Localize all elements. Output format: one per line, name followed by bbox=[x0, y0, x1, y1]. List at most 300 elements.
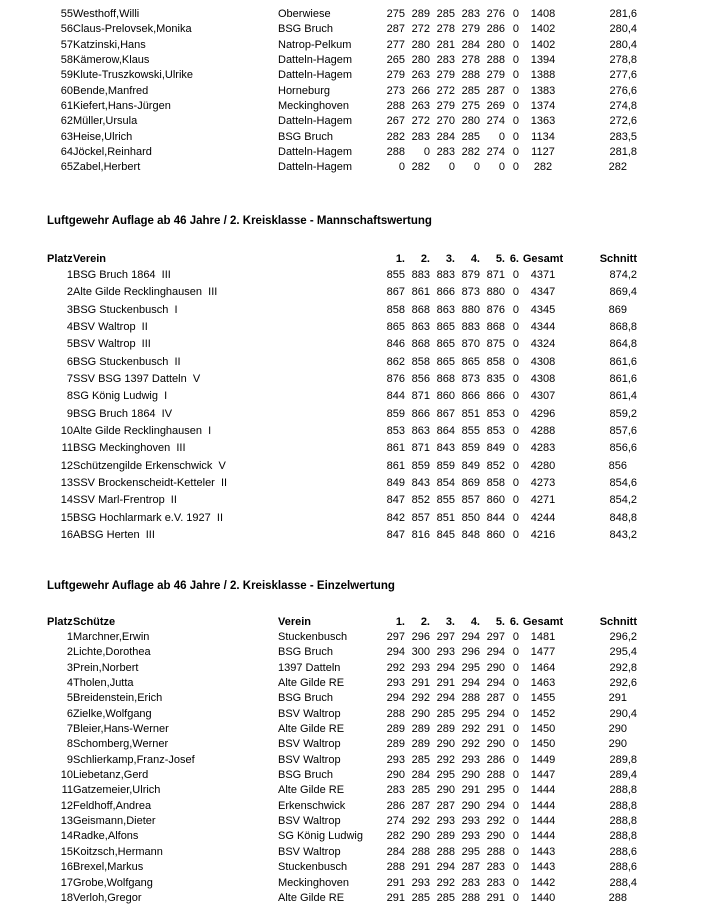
cell-s: 288 bbox=[386, 861, 405, 874]
cell-s: 287 bbox=[386, 23, 405, 36]
cell-s: 285 bbox=[461, 84, 480, 97]
cell-total: 4271 bbox=[530, 494, 556, 507]
cell-s: 0 bbox=[512, 891, 519, 904]
cell-name: Schützengilde Erkenschwick V bbox=[73, 459, 226, 472]
cell-avg: 272,6 bbox=[609, 115, 637, 128]
cell-s: 859 bbox=[436, 459, 455, 472]
cell-s: 288 bbox=[486, 845, 505, 858]
cell-name: BSG Bruch 1864 III bbox=[73, 269, 171, 281]
col-header-round-2: 2. bbox=[420, 616, 430, 628]
cell-total: 4288 bbox=[530, 425, 556, 438]
col-header-round-4: 4. bbox=[470, 616, 480, 628]
cell-avg: 288 bbox=[608, 891, 627, 904]
cell-s: 849 bbox=[486, 442, 505, 455]
cell-s: 288 bbox=[486, 769, 505, 782]
cell-s: 849 bbox=[461, 459, 480, 472]
cell-name: Lichte,Dorothea bbox=[73, 646, 151, 659]
cell-name: Kiefert,Hans-Jürgen bbox=[73, 100, 171, 113]
header-row bbox=[47, 252, 637, 267]
cell-s: 287 bbox=[486, 692, 505, 705]
cell-s: 282 bbox=[386, 830, 405, 843]
cell-total: 282 bbox=[533, 161, 553, 174]
cell-avg: 856,6 bbox=[609, 442, 637, 455]
cell-total: 4296 bbox=[530, 407, 556, 420]
cell-s: 295 bbox=[486, 784, 505, 797]
cell-s: 292 bbox=[461, 723, 480, 736]
cell-s: 845 bbox=[436, 529, 455, 542]
cell-avg: 869,4 bbox=[609, 286, 637, 299]
cell-s: 858 bbox=[486, 477, 505, 490]
table-row bbox=[47, 160, 637, 175]
individual-ranking-header bbox=[47, 615, 637, 630]
table-row bbox=[47, 645, 637, 660]
cell-s: 289 bbox=[436, 723, 455, 736]
cell-s: 288 bbox=[386, 100, 405, 113]
cell-s: 293 bbox=[436, 815, 455, 828]
individual-ranking-table bbox=[47, 615, 637, 906]
cell-name: Klute-Truszkowski,Ulrike bbox=[73, 69, 194, 82]
cell-s: 880 bbox=[461, 303, 480, 316]
cell-s: 852 bbox=[486, 459, 505, 472]
cell-avg: 854,6 bbox=[609, 477, 637, 490]
cell-s: 291 bbox=[411, 861, 430, 874]
cell-avg: 296,2 bbox=[609, 631, 637, 643]
cell-num: 1 bbox=[66, 631, 73, 643]
cell-club: Datteln-Hagem bbox=[278, 161, 352, 174]
cell-s: 0 bbox=[398, 161, 405, 174]
cell-s: 816 bbox=[411, 529, 430, 542]
cell-num: 11 bbox=[61, 442, 73, 455]
cell-s: 0 bbox=[512, 631, 519, 643]
cell-avg: 288,8 bbox=[609, 815, 637, 828]
cell-name: Bleier,Hans-Werner bbox=[73, 723, 169, 736]
table-row bbox=[47, 768, 637, 783]
cell-num: 14 bbox=[60, 830, 73, 843]
cell-s: 267 bbox=[386, 115, 405, 128]
cell-s: 853 bbox=[486, 425, 505, 438]
table-row bbox=[47, 707, 637, 722]
cell-avg: 277,6 bbox=[609, 69, 637, 82]
cell-total: 1383 bbox=[530, 84, 556, 97]
cell-s: 283 bbox=[436, 54, 455, 67]
cell-club: Stuckenbusch bbox=[278, 861, 348, 874]
cell-s: 296 bbox=[461, 646, 480, 659]
cell-club: BSG Bruch bbox=[278, 692, 334, 705]
table-row bbox=[47, 284, 637, 301]
col-header-round-1: 1. bbox=[395, 616, 405, 628]
cell-s: 275 bbox=[386, 8, 405, 20]
cell-s: 287 bbox=[461, 861, 480, 874]
cell-num: 5 bbox=[66, 338, 73, 351]
cell-s: 0 bbox=[512, 876, 519, 889]
cell-s: 0 bbox=[512, 355, 519, 368]
cell-name: Schlierkamp,Franz-Josef bbox=[73, 753, 195, 766]
cell-num: 65 bbox=[60, 161, 73, 174]
individual-ranking-title: Luftgewehr Auflage ab 46 Jahre / 2. Kreisklasse - Einzelwertung bbox=[47, 580, 395, 592]
cell-s: 282 bbox=[461, 146, 480, 159]
cell-s: 858 bbox=[411, 355, 430, 368]
cell-s: 288 bbox=[461, 692, 480, 705]
cell-s: 283 bbox=[486, 876, 505, 889]
cell-total: 4273 bbox=[530, 477, 556, 490]
cell-num: 6 bbox=[66, 355, 73, 368]
cell-s: 289 bbox=[411, 738, 430, 751]
cell-avg: 288,8 bbox=[609, 784, 637, 797]
cell-avg: 280,4 bbox=[609, 38, 637, 51]
table-row bbox=[47, 7, 637, 22]
table-row bbox=[47, 630, 637, 645]
cell-s: 844 bbox=[386, 390, 405, 403]
cell-name: Grobe,Wolfgang bbox=[73, 876, 153, 889]
cell-s: 296 bbox=[411, 631, 430, 643]
col-header-round-3: 3. bbox=[445, 616, 455, 628]
cell-club: BSV Waltrop bbox=[278, 845, 341, 858]
cell-s: 0 bbox=[512, 830, 519, 843]
cell-avg: 282 bbox=[608, 161, 627, 174]
cell-s: 288 bbox=[411, 845, 430, 858]
cell-avg: 283,5 bbox=[609, 130, 637, 143]
cell-total: 1444 bbox=[530, 815, 556, 828]
cell-num: 61 bbox=[60, 100, 73, 113]
cell-s: 0 bbox=[512, 692, 519, 705]
cell-s: 0 bbox=[512, 425, 519, 438]
cell-num: 5 bbox=[66, 692, 73, 705]
cell-avg: 295,4 bbox=[609, 646, 637, 659]
cell-num: 2 bbox=[66, 286, 73, 299]
cell-s: 294 bbox=[486, 646, 505, 659]
cell-s: 843 bbox=[411, 477, 430, 490]
table-row bbox=[47, 676, 637, 691]
cell-s: 0 bbox=[512, 442, 519, 455]
cell-s: 272 bbox=[411, 23, 430, 36]
cell-s: 285 bbox=[411, 784, 430, 797]
cell-s: 883 bbox=[411, 269, 430, 281]
cell-s: 855 bbox=[386, 269, 405, 281]
cell-s: 291 bbox=[386, 891, 405, 904]
cell-s: 286 bbox=[486, 753, 505, 766]
cell-s: 293 bbox=[411, 661, 430, 674]
cell-club: Natrop-Pelkum bbox=[278, 38, 352, 51]
cell-s: 857 bbox=[411, 511, 430, 524]
cell-club: Horneburg bbox=[278, 84, 330, 97]
cell-s: 865 bbox=[461, 355, 480, 368]
cell-s: 282 bbox=[411, 161, 430, 174]
cell-s: 291 bbox=[411, 677, 430, 690]
header-row bbox=[47, 615, 637, 630]
table-row bbox=[47, 22, 637, 37]
cell-s: 0 bbox=[512, 321, 519, 334]
cell-s: 0 bbox=[512, 84, 519, 97]
col-header-schnitt: Schnitt bbox=[599, 253, 637, 265]
cell-s: 289 bbox=[411, 8, 430, 20]
cell-avg: 289,8 bbox=[609, 753, 637, 766]
cell-num: 6 bbox=[66, 707, 73, 720]
cell-s: 873 bbox=[461, 286, 480, 299]
cell-num: 8 bbox=[66, 390, 73, 403]
table-row bbox=[47, 753, 637, 768]
cell-club: Datteln-Hagem bbox=[278, 69, 352, 82]
cell-avg: 854,2 bbox=[609, 494, 637, 507]
col-header-verein: Verein bbox=[278, 616, 312, 628]
cell-s: 850 bbox=[461, 511, 480, 524]
cell-avg: 864,8 bbox=[609, 338, 637, 351]
cell-s: 861 bbox=[386, 459, 405, 472]
table-row bbox=[47, 845, 637, 860]
cell-s: 265 bbox=[386, 54, 405, 67]
cell-s: 266 bbox=[411, 84, 430, 97]
cell-s: 880 bbox=[486, 286, 505, 299]
cell-s: 284 bbox=[461, 38, 480, 51]
cell-s: 295 bbox=[461, 845, 480, 858]
cell-name: Tholen,Jutta bbox=[73, 677, 134, 690]
cell-s: 295 bbox=[461, 707, 480, 720]
cell-s: 873 bbox=[461, 373, 480, 386]
cell-s: 283 bbox=[386, 784, 405, 797]
table-row bbox=[47, 799, 637, 814]
cell-s: 293 bbox=[386, 677, 405, 690]
cell-club: BSG Bruch bbox=[278, 646, 334, 659]
cell-s: 291 bbox=[461, 784, 480, 797]
cell-num: 55 bbox=[60, 8, 73, 20]
cell-s: 849 bbox=[386, 477, 405, 490]
cell-s: 294 bbox=[386, 692, 405, 705]
cell-total: 1444 bbox=[530, 799, 556, 812]
table-row bbox=[47, 783, 637, 798]
cell-s: 294 bbox=[486, 707, 505, 720]
cell-avg: 288,6 bbox=[609, 861, 637, 874]
team-ranking-table bbox=[47, 252, 637, 545]
cell-s: 285 bbox=[436, 707, 455, 720]
cell-s: 856 bbox=[411, 373, 430, 386]
cell-club: BSG Bruch bbox=[278, 130, 334, 143]
table-row bbox=[47, 510, 637, 527]
table-row bbox=[47, 99, 637, 114]
table-row bbox=[47, 475, 637, 492]
cell-s: 0 bbox=[512, 784, 519, 797]
table-row bbox=[47, 371, 637, 388]
cell-num: 62 bbox=[60, 115, 73, 128]
cell-name: Geismann,Dieter bbox=[73, 815, 156, 828]
cell-num: 7 bbox=[66, 723, 73, 736]
cell-s: 279 bbox=[486, 69, 505, 82]
cell-num: 58 bbox=[60, 54, 73, 67]
cell-total: 1440 bbox=[530, 891, 556, 904]
cell-s: 0 bbox=[512, 23, 519, 36]
cell-s: 291 bbox=[486, 891, 505, 904]
cell-s: 292 bbox=[411, 692, 430, 705]
cell-s: 865 bbox=[436, 321, 455, 334]
cell-avg: 291 bbox=[608, 692, 627, 705]
cell-s: 871 bbox=[486, 269, 505, 281]
cell-avg: 861,6 bbox=[609, 373, 637, 386]
cell-name: Breidenstein,Erich bbox=[73, 692, 163, 705]
cell-s: 868 bbox=[436, 373, 455, 386]
table-row bbox=[47, 302, 637, 319]
cell-s: 279 bbox=[461, 23, 480, 36]
cell-num: 13 bbox=[60, 815, 73, 828]
col-header-gesamt: Gesamt bbox=[522, 616, 564, 628]
col-header-platz: Platz bbox=[47, 253, 73, 265]
cell-s: 292 bbox=[436, 876, 455, 889]
cell-num: 4 bbox=[66, 321, 73, 334]
cell-s: 879 bbox=[461, 269, 480, 281]
cell-s: 286 bbox=[486, 23, 505, 36]
table-row bbox=[47, 876, 637, 891]
cell-s: 0 bbox=[512, 115, 519, 128]
cell-avg: 857,6 bbox=[609, 425, 637, 438]
cell-total: 1408 bbox=[530, 8, 556, 20]
cell-s: 867 bbox=[436, 407, 455, 420]
cell-s: 848 bbox=[461, 529, 480, 542]
cell-s: 263 bbox=[411, 100, 430, 113]
cell-avg: 856 bbox=[608, 459, 627, 472]
cell-num: 12 bbox=[60, 459, 73, 472]
cell-name: Bende,Manfred bbox=[73, 84, 149, 97]
cell-s: 883 bbox=[436, 269, 455, 281]
cell-s: 280 bbox=[411, 54, 430, 67]
cell-s: 279 bbox=[436, 69, 455, 82]
cell-s: 295 bbox=[436, 769, 455, 782]
cell-total: 4307 bbox=[530, 390, 556, 403]
cell-num: 2 bbox=[66, 646, 73, 659]
cell-club: Alte Gilde RE bbox=[278, 723, 345, 736]
cell-s: 855 bbox=[461, 425, 480, 438]
cell-s: 859 bbox=[386, 407, 405, 420]
cell-s: 0 bbox=[473, 161, 480, 174]
cell-total: 1442 bbox=[530, 876, 556, 889]
cell-s: 291 bbox=[436, 677, 455, 690]
cell-avg: 292,6 bbox=[609, 677, 637, 690]
cell-total: 1443 bbox=[530, 861, 556, 874]
cell-s: 0 bbox=[512, 54, 519, 67]
cell-avg: 843,2 bbox=[609, 529, 637, 542]
col-header-round-5: 5. bbox=[495, 253, 505, 265]
cell-club: Meckinghoven bbox=[278, 876, 349, 889]
cell-s: 283 bbox=[486, 861, 505, 874]
cell-s: 289 bbox=[386, 723, 405, 736]
cell-s: 281 bbox=[436, 38, 455, 51]
cell-num: 63 bbox=[60, 130, 73, 143]
table-row bbox=[47, 423, 637, 440]
cell-club: BSV Waltrop bbox=[278, 815, 341, 828]
cell-s: 269 bbox=[486, 100, 505, 113]
cell-total: 1455 bbox=[530, 692, 556, 705]
cell-total: 1134 bbox=[531, 130, 555, 143]
table-row bbox=[47, 722, 637, 737]
cell-num: 64 bbox=[60, 146, 73, 159]
cell-s: 289 bbox=[436, 830, 455, 843]
individual-ranking-rows bbox=[47, 630, 637, 906]
cell-total: 1481 bbox=[530, 631, 556, 643]
cell-s: 858 bbox=[486, 355, 505, 368]
cell-s: 275 bbox=[461, 100, 480, 113]
cell-s: 263 bbox=[411, 69, 430, 82]
table-row bbox=[47, 829, 637, 844]
cell-s: 285 bbox=[411, 753, 430, 766]
table-row bbox=[47, 737, 637, 752]
cell-s: 846 bbox=[386, 338, 405, 351]
cell-avg: 288,4 bbox=[609, 876, 637, 889]
cell-total: 1394 bbox=[530, 54, 556, 67]
cell-s: 867 bbox=[386, 286, 405, 299]
cell-club: Alte Gilde RE bbox=[278, 784, 345, 797]
individual-ranking-continued-rows bbox=[47, 7, 637, 176]
cell-total: 1477 bbox=[530, 646, 556, 659]
cell-s: 283 bbox=[411, 130, 430, 143]
cell-s: 859 bbox=[411, 459, 430, 472]
cell-s: 289 bbox=[411, 723, 430, 736]
cell-s: 297 bbox=[386, 631, 405, 643]
cell-s: 0 bbox=[512, 677, 519, 690]
cell-name: Liebetanz,Gerd bbox=[73, 769, 149, 782]
cell-s: 292 bbox=[436, 753, 455, 766]
cell-s: 287 bbox=[436, 799, 455, 812]
cell-s: 272 bbox=[411, 115, 430, 128]
cell-s: 273 bbox=[386, 84, 405, 97]
cell-total: 4283 bbox=[530, 442, 556, 455]
cell-avg: 288,8 bbox=[609, 799, 637, 812]
cell-num: 60 bbox=[60, 84, 73, 97]
cell-name: BSV Waltrop III bbox=[73, 338, 151, 351]
cell-s: 0 bbox=[512, 861, 519, 874]
cell-s: 860 bbox=[486, 529, 505, 542]
cell-num: 7 bbox=[66, 373, 73, 386]
cell-s: 290 bbox=[486, 661, 505, 674]
cell-num: 10 bbox=[60, 769, 73, 782]
cell-total: 1402 bbox=[530, 38, 556, 51]
cell-s: 857 bbox=[461, 494, 480, 507]
cell-s: 0 bbox=[512, 38, 519, 51]
cell-name: Verloh,Gregor bbox=[73, 891, 142, 904]
cell-avg: 868,8 bbox=[609, 321, 637, 334]
table-row bbox=[47, 336, 637, 353]
cell-s: 300 bbox=[411, 646, 430, 659]
cell-club: Datteln-Hagem bbox=[278, 115, 352, 128]
table-row bbox=[47, 388, 637, 405]
cell-s: 284 bbox=[411, 769, 430, 782]
cell-name: Jöckel,Reinhard bbox=[73, 146, 152, 159]
cell-s: 865 bbox=[436, 338, 455, 351]
cell-club: Erkenschwick bbox=[278, 799, 346, 812]
cell-avg: 281,8 bbox=[609, 146, 637, 159]
cell-name: Alte Gilde Recklinghausen I bbox=[73, 425, 212, 438]
cell-s: 866 bbox=[411, 407, 430, 420]
col-header-round-3: 3. bbox=[445, 253, 455, 265]
cell-num: 14 bbox=[60, 494, 73, 507]
cell-s: 0 bbox=[512, 799, 519, 812]
col-header-gesamt: Gesamt bbox=[522, 253, 564, 265]
cell-s: 279 bbox=[436, 100, 455, 113]
cell-s: 0 bbox=[512, 407, 519, 420]
cell-num: 4 bbox=[66, 677, 73, 690]
table-row bbox=[47, 492, 637, 509]
cell-s: 871 bbox=[411, 442, 430, 455]
cell-name: Westhoff,Willi bbox=[73, 8, 140, 20]
cell-s: 0 bbox=[512, 390, 519, 403]
cell-total: 1449 bbox=[530, 753, 556, 766]
col-header-round-6: 6. bbox=[509, 253, 519, 265]
cell-s: 288 bbox=[486, 54, 505, 67]
cell-s: 282 bbox=[386, 130, 405, 143]
cell-total: 4308 bbox=[530, 373, 556, 386]
cell-name: BSG Meckinghoven III bbox=[73, 442, 186, 455]
cell-s: 0 bbox=[512, 738, 519, 751]
cell-s: 843 bbox=[436, 442, 455, 455]
cell-total: 4345 bbox=[530, 303, 556, 316]
cell-s: 285 bbox=[461, 130, 480, 143]
cell-num: 10 bbox=[60, 425, 73, 438]
table-row bbox=[47, 319, 637, 336]
